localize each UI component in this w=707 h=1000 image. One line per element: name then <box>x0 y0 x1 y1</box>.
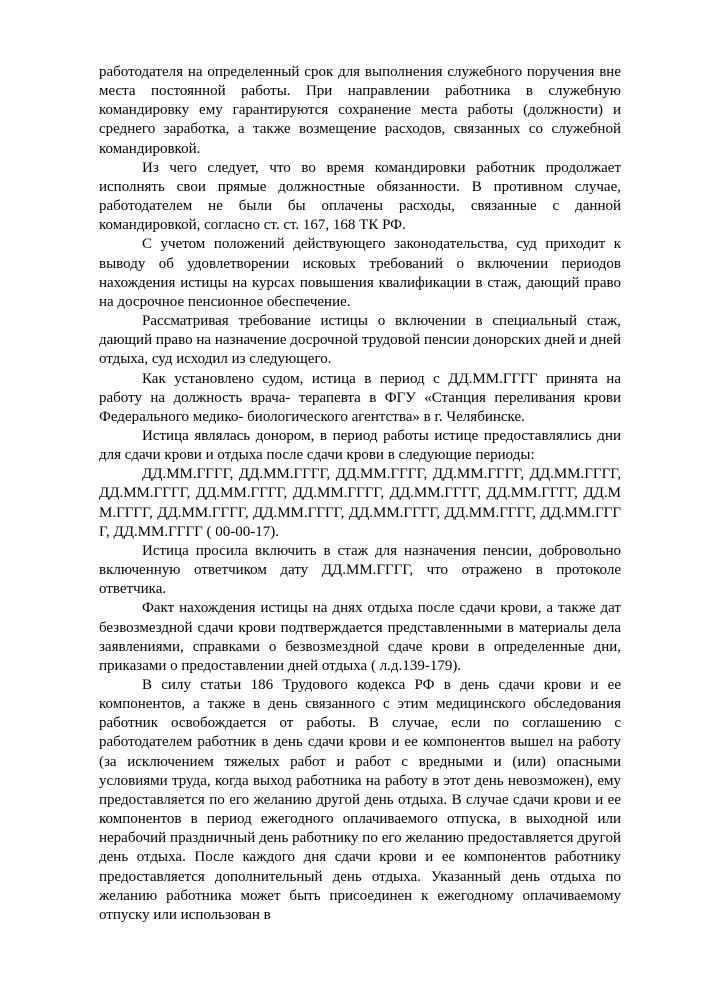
paragraph: Истица просила включить в стаж для назначения пенсии, добровольно включенную ответчиком дату ДД.ММ.ГГГГ, что отражено в протоколе ответчика. <box>99 542 621 598</box>
paragraph: Рассматривая требование истицы о включении в специальный стаж, дающий право на назначение досрочной трудовой пенсии донорских дней и дней отдыха, суд исходил из следующего. <box>99 313 621 368</box>
paragraph-continuation: работодателя на определенный срок для выполнения служебного поручения вне места постоянной работы. При направлении работника в служебную командировку ему гарантируются сохранение места работы (должности) и среднего заработка, а также возмещение расходов, связанных со служебной командировкой. <box>99 64 621 157</box>
document-text-block <box>99 63 621 925</box>
paragraph: Факт нахождения истицы на днях отдыха после сдачи крови, а также дат безвозмездной сдачи крови подтверждается представленными в материалы дела заявлениями, справками о безвозмездной сдаче крови в определенные дни, приказами о предоставлении дней отдыха ( л.д.139-179). <box>99 600 621 674</box>
paragraph: Истица являлась донором, в период работы истице предоставлялись дни для сдачи крови и отдыха после сдачи крови в следующие периоды: <box>99 427 621 464</box>
paragraph: Из чего следует, что во время командировки работник продолжает исполнять свои прямые должностные обязанности. В противном случае, работодателем не были бы оплачены расходы, связанные с данной командировкой, согласно ст. ст. 167, 168 ТК РФ. <box>99 159 621 234</box>
paragraph-donor-dates: ДД.ММ.ГГГГ, ДД.ММ.ГГГГ, ДД.ММ.ГГГГ, ДД.ММ.ГГГГ, ДД.ММ.ГГГГ, ДД.ММ.ГГГГ, ДД.ММ.ГГГГ, ДД.ММ.ГГГГ, ДД.ММ.ГГГГ, ДД.ММ.ГГГГ, ДД.ММ.ГГГГ, ДД.ММ.ГГГГ, ДД.ММ.ГГГГ, ДД.ММ.ГГГГ, ДД.ММ.ГГГГ, ДД.ММ.ГГГГ, ДД.ММ.ГГГГ ( 00-00-17). <box>99 466 621 540</box>
paragraph: Как установлено судом, истица в период с ДД.ММ.ГГГГ принята на работу на должность врача- терапевта в ФГУ «Станция переливания крови Федерального медико- биологического агентства» в г. Челябинске. <box>99 370 621 425</box>
paragraph: В силу статьи 186 Трудового кодекса РФ в день сдачи крови и ее компонентов, а также в день связанного с этим медицинского обследования работник освобождается от работы. В случае, если по соглашению с работодателем работник в день сдачи крови и ее компонентов вышел на работу (за исключением тяжелых работ и работ с вредными и (или) опасными условиями труда, когда выход работника на работу в этот день невозможен), ему предоставляется по его желанию другой день отдыха. В случае сдачи крови и ее компонентов в период ежегодного оплачиваемого отпуска, в выходной или нерабочий праздничный день работнику по его желанию предоставляется другой день отдыха. После каждого дня сдачи крови и ее компонентов работнику предоставляется дополнительный день отдыха. Указанный день отдыха по желанию работника может быть присоединен к ежегодному оплачиваемому отпуску или использован в <box>99 677 621 923</box>
paragraph: С учетом положений действующего законодательства, суд приходит к выводу об удовлетворении исковых требований о включении периодов нахождения истицы на курсах повышения квалификации в стаж, дающий право на досрочное пенсионное обеспечение. <box>99 236 621 310</box>
